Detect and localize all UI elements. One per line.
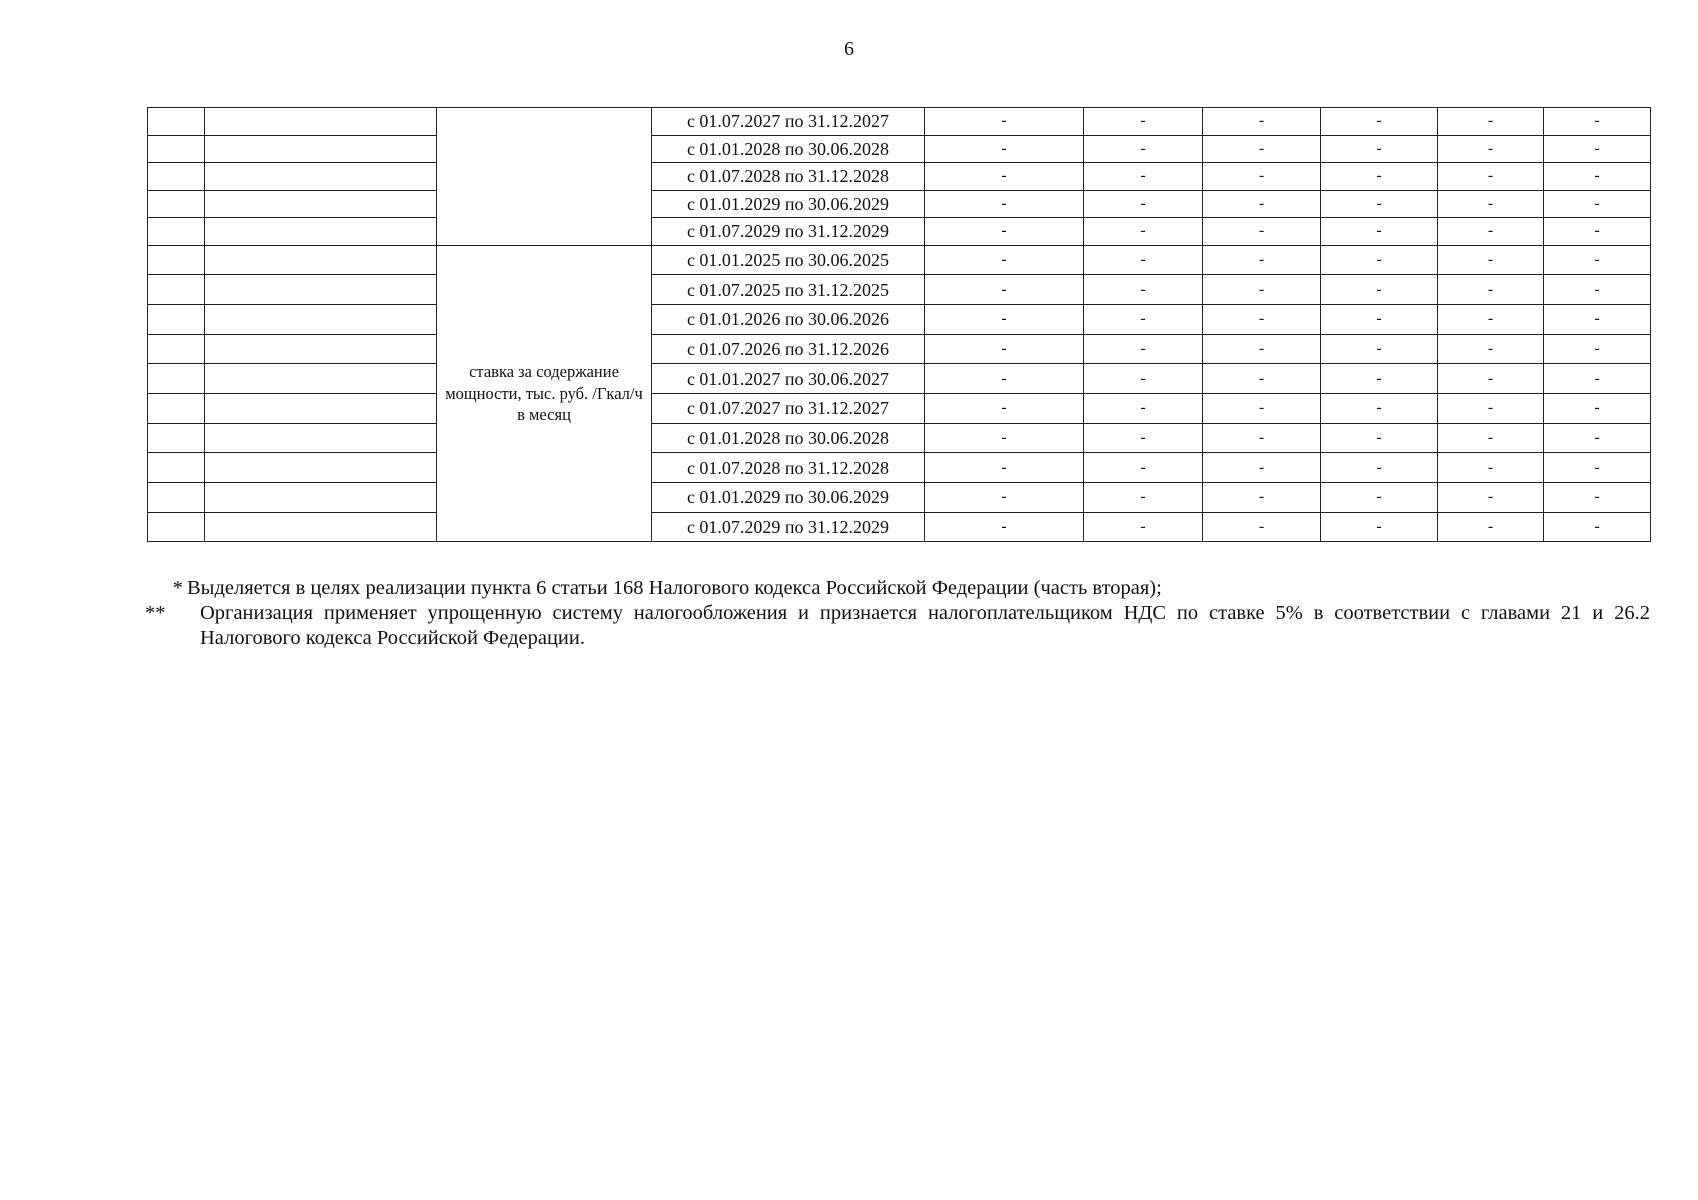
value-cell: - bbox=[1203, 135, 1321, 163]
value-cell: - bbox=[1203, 334, 1321, 364]
value-cell: - bbox=[1321, 275, 1438, 305]
value-cell: - bbox=[1321, 453, 1438, 483]
row-number-cell bbox=[148, 108, 205, 136]
value-cell: - bbox=[1321, 483, 1438, 513]
organization-cell bbox=[205, 453, 437, 483]
value-cell: - bbox=[1084, 245, 1203, 275]
value-cell: - bbox=[1544, 245, 1651, 275]
value-cell: - bbox=[1544, 423, 1651, 453]
value-cell: - bbox=[1544, 135, 1651, 163]
organization-cell bbox=[205, 218, 437, 246]
value-cell: - bbox=[1544, 218, 1651, 246]
row-number-cell bbox=[148, 190, 205, 218]
value-cell: - bbox=[1321, 245, 1438, 275]
period-cell: с 01.01.2029 по 30.06.2029 bbox=[652, 190, 925, 218]
period-cell: с 01.07.2028 по 31.12.2028 bbox=[652, 163, 925, 191]
value-cell: - bbox=[1203, 423, 1321, 453]
value-cell: - bbox=[1084, 364, 1203, 394]
value-cell: - bbox=[1544, 108, 1651, 136]
table-row bbox=[148, 108, 1651, 136]
table-row bbox=[148, 393, 1651, 423]
period-cell: с 01.07.2026 по 31.12.2026 bbox=[652, 334, 925, 364]
indicator-cell bbox=[437, 108, 652, 246]
footnote-2 bbox=[147, 601, 1650, 651]
value-cell: - bbox=[1084, 275, 1203, 305]
period-cell: с 01.07.2029 по 31.12.2029 bbox=[652, 512, 925, 542]
value-cell: - bbox=[1438, 393, 1544, 423]
value-cell: - bbox=[1203, 218, 1321, 246]
page-number: 6 bbox=[844, 38, 854, 60]
value-cell: - bbox=[1438, 163, 1544, 191]
table-row bbox=[148, 218, 1651, 246]
table-row bbox=[148, 512, 1651, 542]
value-cell: - bbox=[925, 108, 1084, 136]
value-cell: - bbox=[1438, 218, 1544, 246]
row-number-cell bbox=[148, 245, 205, 275]
table-row bbox=[148, 483, 1651, 513]
value-cell: - bbox=[1321, 135, 1438, 163]
value-cell: - bbox=[925, 453, 1084, 483]
row-number-cell bbox=[148, 334, 205, 364]
value-cell: - bbox=[1438, 483, 1544, 513]
value-cell: - bbox=[1321, 334, 1438, 364]
value-cell: - bbox=[925, 135, 1084, 163]
period-cell: с 01.01.2028 по 30.06.2028 bbox=[652, 423, 925, 453]
period-cell: с 01.01.2027 по 30.06.2027 bbox=[652, 364, 925, 394]
value-cell: - bbox=[1438, 364, 1544, 394]
value-cell: - bbox=[925, 304, 1084, 334]
period-cell: с 01.07.2025 по 31.12.2025 bbox=[652, 275, 925, 305]
value-cell: - bbox=[925, 512, 1084, 542]
row-number-cell bbox=[148, 275, 205, 305]
row-number-cell bbox=[148, 135, 205, 163]
footnote-text: Организация применяет упрощенную систему налогообложения и признается налогоплательщиком НДС по ставке 5% в соответствии с главами 21 и 26.2 Налогового кодекса Российской Федерации. bbox=[200, 602, 1650, 649]
footnote-text: Выделяется в целях реализации пункта 6 статьи 168 Налогового кодекса Российской Федерации (часть вторая); bbox=[187, 577, 1162, 599]
value-cell: - bbox=[1203, 393, 1321, 423]
value-cell: - bbox=[1084, 108, 1203, 136]
value-cell: - bbox=[925, 423, 1084, 453]
value-cell: - bbox=[1544, 163, 1651, 191]
organization-cell bbox=[205, 135, 437, 163]
value-cell: - bbox=[1203, 304, 1321, 334]
value-cell: - bbox=[1438, 334, 1544, 364]
row-number-cell bbox=[148, 163, 205, 191]
value-cell: - bbox=[1084, 135, 1203, 163]
value-cell: - bbox=[1544, 453, 1651, 483]
period-cell: с 01.07.2029 по 31.12.2029 bbox=[652, 218, 925, 246]
value-cell: - bbox=[925, 364, 1084, 394]
table-row bbox=[148, 135, 1651, 163]
value-cell: - bbox=[1321, 108, 1438, 136]
value-cell: - bbox=[1438, 245, 1544, 275]
value-cell: - bbox=[1084, 423, 1203, 453]
value-cell: - bbox=[1203, 163, 1321, 191]
organization-cell bbox=[205, 512, 437, 542]
period-cell: с 01.01.2025 по 30.06.2025 bbox=[652, 245, 925, 275]
value-cell: - bbox=[1438, 275, 1544, 305]
organization-cell bbox=[205, 304, 437, 334]
value-cell: - bbox=[1203, 275, 1321, 305]
tariff-table bbox=[147, 107, 1651, 542]
period-cell: с 01.07.2028 по 31.12.2028 bbox=[652, 453, 925, 483]
organization-cell bbox=[205, 108, 437, 136]
value-cell: - bbox=[1544, 483, 1651, 513]
organization-cell bbox=[205, 334, 437, 364]
row-number-cell bbox=[148, 364, 205, 394]
value-cell: - bbox=[925, 190, 1084, 218]
value-cell: - bbox=[1438, 453, 1544, 483]
footnote-mark: ** bbox=[145, 602, 166, 624]
value-cell: - bbox=[1544, 512, 1651, 542]
value-cell: - bbox=[1321, 304, 1438, 334]
organization-cell bbox=[205, 245, 437, 275]
organization-cell bbox=[205, 393, 437, 423]
period-cell: с 01.01.2029 по 30.06.2029 bbox=[652, 483, 925, 513]
value-cell: - bbox=[1438, 190, 1544, 218]
value-cell: - bbox=[1438, 108, 1544, 136]
row-number-cell bbox=[148, 393, 205, 423]
indicator-cell: ставка за содержание мощности, тыс. руб. /Гкал/ч в месяц bbox=[437, 245, 652, 542]
value-cell: - bbox=[1203, 483, 1321, 513]
value-cell: - bbox=[1321, 423, 1438, 453]
value-cell: - bbox=[1084, 393, 1203, 423]
value-cell: - bbox=[925, 275, 1084, 305]
value-cell: - bbox=[1084, 304, 1203, 334]
row-number-cell bbox=[148, 423, 205, 453]
value-cell: - bbox=[925, 393, 1084, 423]
organization-cell bbox=[205, 275, 437, 305]
value-cell: - bbox=[1084, 190, 1203, 218]
value-cell: - bbox=[1544, 190, 1651, 218]
value-cell: - bbox=[1321, 190, 1438, 218]
value-cell: - bbox=[1321, 163, 1438, 191]
value-cell: - bbox=[1203, 512, 1321, 542]
organization-cell bbox=[205, 190, 437, 218]
table-row bbox=[148, 163, 1651, 191]
value-cell: - bbox=[1203, 245, 1321, 275]
value-cell: - bbox=[1321, 393, 1438, 423]
value-cell: - bbox=[1203, 108, 1321, 136]
row-number-cell bbox=[148, 483, 205, 513]
period-cell: с 01.07.2027 по 31.12.2027 bbox=[652, 393, 925, 423]
value-cell: - bbox=[1544, 364, 1651, 394]
value-cell: - bbox=[1203, 453, 1321, 483]
table-row bbox=[148, 364, 1651, 394]
value-cell: - bbox=[1084, 218, 1203, 246]
organization-cell bbox=[205, 364, 437, 394]
table-row bbox=[148, 453, 1651, 483]
table-row bbox=[148, 423, 1651, 453]
table-row bbox=[148, 304, 1651, 334]
value-cell: - bbox=[1084, 163, 1203, 191]
value-cell: - bbox=[1084, 334, 1203, 364]
value-cell: - bbox=[1544, 334, 1651, 364]
value-cell: - bbox=[925, 334, 1084, 364]
table-row bbox=[148, 245, 1651, 275]
period-cell: с 01.07.2027 по 31.12.2027 bbox=[652, 108, 925, 136]
value-cell: - bbox=[1084, 483, 1203, 513]
value-cell: - bbox=[925, 163, 1084, 191]
value-cell: - bbox=[925, 483, 1084, 513]
value-cell: - bbox=[1438, 135, 1544, 163]
value-cell: - bbox=[1544, 393, 1651, 423]
organization-cell bbox=[205, 483, 437, 513]
table-row bbox=[148, 275, 1651, 305]
value-cell: - bbox=[925, 245, 1084, 275]
value-cell: - bbox=[1544, 304, 1651, 334]
period-cell: с 01.01.2028 по 30.06.2028 bbox=[652, 135, 925, 163]
value-cell: - bbox=[1438, 512, 1544, 542]
value-cell: - bbox=[1321, 218, 1438, 246]
row-number-cell bbox=[148, 453, 205, 483]
row-number-cell bbox=[148, 304, 205, 334]
footnotes bbox=[147, 576, 1650, 651]
table-row bbox=[148, 334, 1651, 364]
value-cell: - bbox=[1203, 364, 1321, 394]
value-cell: - bbox=[1438, 423, 1544, 453]
value-cell: - bbox=[1438, 304, 1544, 334]
organization-cell bbox=[205, 163, 437, 191]
table-body bbox=[148, 108, 1651, 542]
row-number-cell bbox=[148, 512, 205, 542]
value-cell: - bbox=[925, 218, 1084, 246]
value-cell: - bbox=[1203, 190, 1321, 218]
value-cell: - bbox=[1321, 512, 1438, 542]
value-cell: - bbox=[1544, 275, 1651, 305]
value-cell: - bbox=[1084, 453, 1203, 483]
footnote-mark: * bbox=[172, 577, 183, 599]
row-number-cell bbox=[148, 218, 205, 246]
period-cell: с 01.01.2026 по 30.06.2026 bbox=[652, 304, 925, 334]
value-cell: - bbox=[1084, 512, 1203, 542]
footnote-1 bbox=[147, 576, 1650, 601]
table-row bbox=[148, 190, 1651, 218]
organization-cell bbox=[205, 423, 437, 453]
value-cell: - bbox=[1321, 364, 1438, 394]
